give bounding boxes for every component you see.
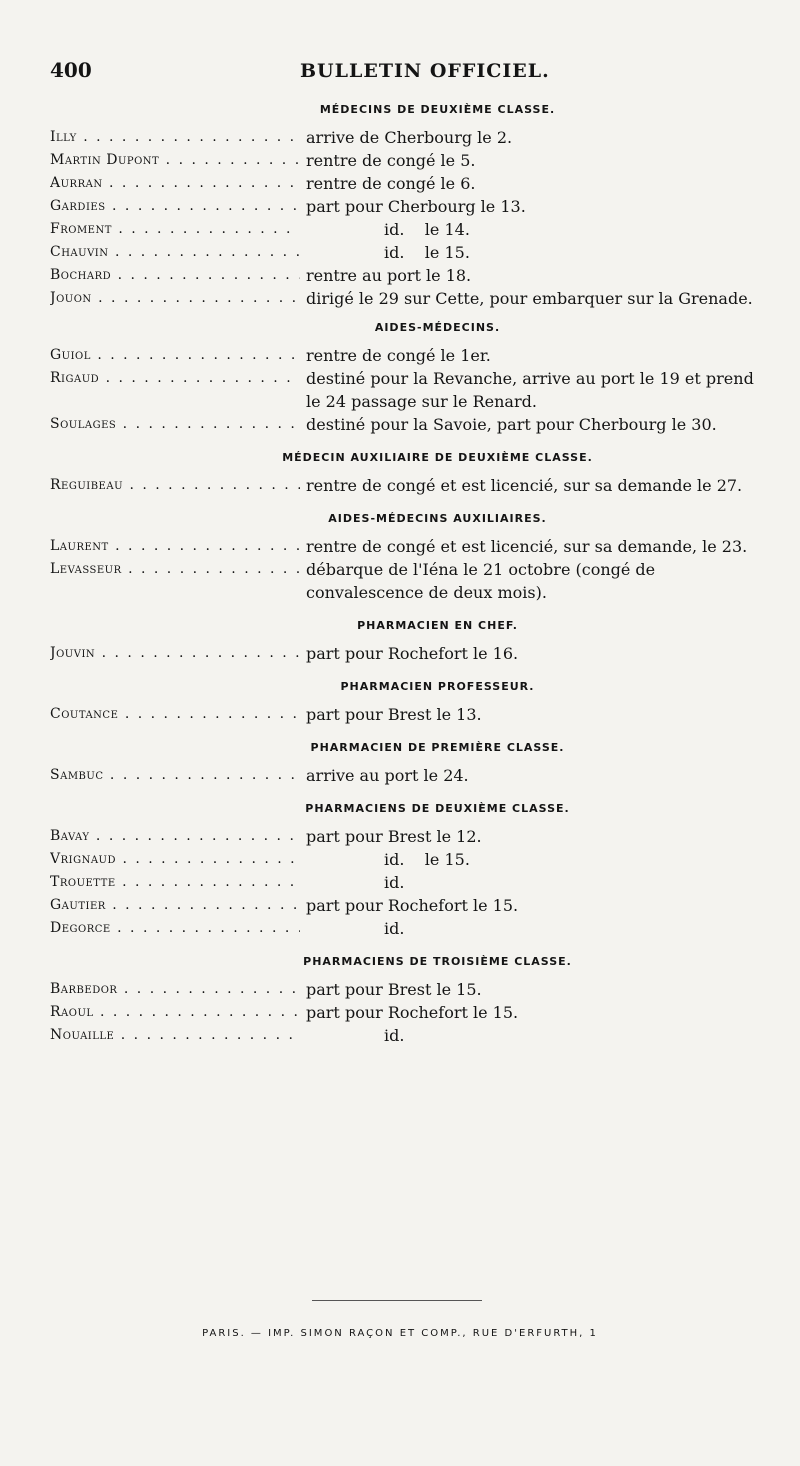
- section-heading: AIDES-MÉDECINS.: [374, 321, 501, 334]
- entry-detail: part pour Rochefort le 15.: [306, 896, 519, 915]
- list-item: [50, 172, 765, 195]
- entry-detail: rentre de congé le 6.: [306, 174, 476, 193]
- list-item: [50, 1001, 765, 1024]
- section-heading: PHARMACIEN EN CHEF.: [357, 619, 518, 632]
- entry-detail: arrive de Cherbourg le 2.: [306, 128, 513, 147]
- entry-detail: rentre de congé et est licencié, sur sa demande, le 23.: [306, 537, 748, 556]
- entry-name: Jouon . . .: [50, 287, 300, 310]
- list-item: [50, 413, 765, 436]
- section-heading: PHARMACIENS DE DEUXIÈME CLASSE.: [305, 802, 570, 815]
- entry-detail: rentre de congé et est licencié, sur sa demande le 27.: [306, 476, 743, 495]
- list-item: [50, 264, 765, 287]
- entry-name: Bavay . . .: [50, 825, 300, 848]
- entry-name: Martin Dupont . . .: [50, 149, 300, 172]
- list-item: [50, 703, 765, 726]
- entry-detail: id. le 15.: [384, 243, 470, 262]
- entry-detail: destiné pour la Savoie, part pour Cherbourg le 30.: [306, 415, 717, 434]
- section-heading: PHARMACIEN PROFESSEUR.: [340, 680, 535, 693]
- section-heading: MÉDECINS DE DEUXIÈME CLASSE.: [319, 103, 556, 116]
- entry-name: Laurent . . .: [50, 535, 300, 558]
- entry-name: Trouette . . .: [50, 871, 300, 894]
- list-item: [50, 218, 765, 241]
- entry-name: Vrignaud . . .: [50, 848, 300, 871]
- entry-detail: débarque de l'Iéna le 21 octobre (congé de convalescence de deux mois).: [306, 560, 656, 602]
- entry-detail: part pour Rochefort le 16.: [306, 644, 519, 663]
- footer-divider: [312, 1300, 482, 1301]
- list-item: [50, 1024, 765, 1047]
- entry-name: Coutance . . .: [50, 703, 300, 726]
- entry-name: Soulages . . .: [50, 413, 300, 436]
- entry-detail: part pour Brest le 13.: [306, 705, 482, 724]
- entry-detail: part pour Rochefort le 15.: [306, 1003, 519, 1022]
- entry-detail: id.: [384, 919, 405, 938]
- list-item: [50, 848, 765, 871]
- entry-name: Nouaille . . .: [50, 1024, 300, 1047]
- entry-name: Chauvin . . .: [50, 241, 300, 264]
- list-item: [50, 535, 765, 558]
- list-item: [50, 149, 765, 172]
- entry-detail: rentre de congé le 1er.: [306, 346, 491, 365]
- entry-name: Aurran . . .: [50, 172, 300, 195]
- entry-detail: id. le 14.: [384, 220, 470, 239]
- entry-name: Levasseur . . .: [50, 558, 300, 581]
- section-heading: PHARMACIEN DE PREMIÈRE CLASSE.: [310, 741, 565, 754]
- entry-detail: arrive au port le 24.: [306, 766, 469, 785]
- entry-detail: part pour Brest le 15.: [306, 980, 482, 999]
- page-number: 400: [50, 58, 92, 82]
- list-item: [50, 871, 765, 894]
- list-item: [50, 474, 765, 497]
- entry-detail: dirigé le 29 sur Cette, pour embarquer sur la Grenade.: [306, 289, 753, 308]
- entry-detail: rentre de congé le 5.: [306, 151, 476, 170]
- list-item: [50, 241, 765, 264]
- entry-name: Rigaud . . .: [50, 367, 300, 390]
- entry-detail: id.: [384, 873, 405, 892]
- list-item: [50, 894, 765, 917]
- entry-name: Barbedor . . .: [50, 978, 300, 1001]
- entry-detail: rentre au port le 18.: [306, 266, 472, 285]
- entry-name: Degorce . . .: [50, 917, 300, 940]
- page-header: [0, 58, 800, 88]
- entry-name: Bochard . . .: [50, 264, 300, 287]
- entry-name: Sambuc . . .: [50, 764, 300, 787]
- entry-name: Reguibeau . . .: [50, 474, 300, 497]
- list-item: [50, 978, 765, 1001]
- entry-name: Jouvin . . .: [50, 642, 300, 665]
- entry-detail: id. le 15.: [384, 850, 470, 869]
- page-body: [50, 100, 765, 1047]
- list-item: [50, 642, 765, 665]
- entry-detail: destiné pour la Revanche, arrive au port le 19 et prend le 24 passage sur le Renard.: [306, 369, 754, 411]
- section-heading: MÉDECIN AUXILIAIRE DE DEUXIÈME CLASSE.: [282, 451, 593, 464]
- entry-detail: id.: [384, 1026, 405, 1045]
- section-heading: AIDES-MÉDECINS AUXILIAIRES.: [328, 512, 547, 525]
- entry-name: Froment . . .: [50, 218, 300, 241]
- list-item: [50, 195, 765, 218]
- page-title: BULLETIN OFFICIEL.: [300, 60, 550, 82]
- entry-detail: part pour Brest le 12.: [306, 827, 482, 846]
- list-item: [50, 126, 765, 149]
- entry-name: Illy . . .: [50, 126, 300, 149]
- entry-name: Raoul . . .: [50, 1001, 300, 1024]
- entry-name: Gardies . . .: [50, 195, 300, 218]
- list-item: [50, 344, 765, 367]
- entry-detail: part pour Cherbourg le 13.: [306, 197, 526, 216]
- list-item: [50, 287, 765, 310]
- entry-name: Guiol . . .: [50, 344, 300, 367]
- list-item: [50, 917, 765, 940]
- printer-imprint: PARIS. — IMP. SIMON RAÇON ET COMP., RUE D'ERFURTH, 1: [202, 1328, 598, 1339]
- list-item: [50, 367, 765, 413]
- list-item: [50, 764, 765, 787]
- list-item: [50, 558, 765, 604]
- list-item: [50, 825, 765, 848]
- entry-name: Gautier . . .: [50, 894, 300, 917]
- section-heading: PHARMACIENS DE TROISIÈME CLASSE.: [303, 955, 572, 968]
